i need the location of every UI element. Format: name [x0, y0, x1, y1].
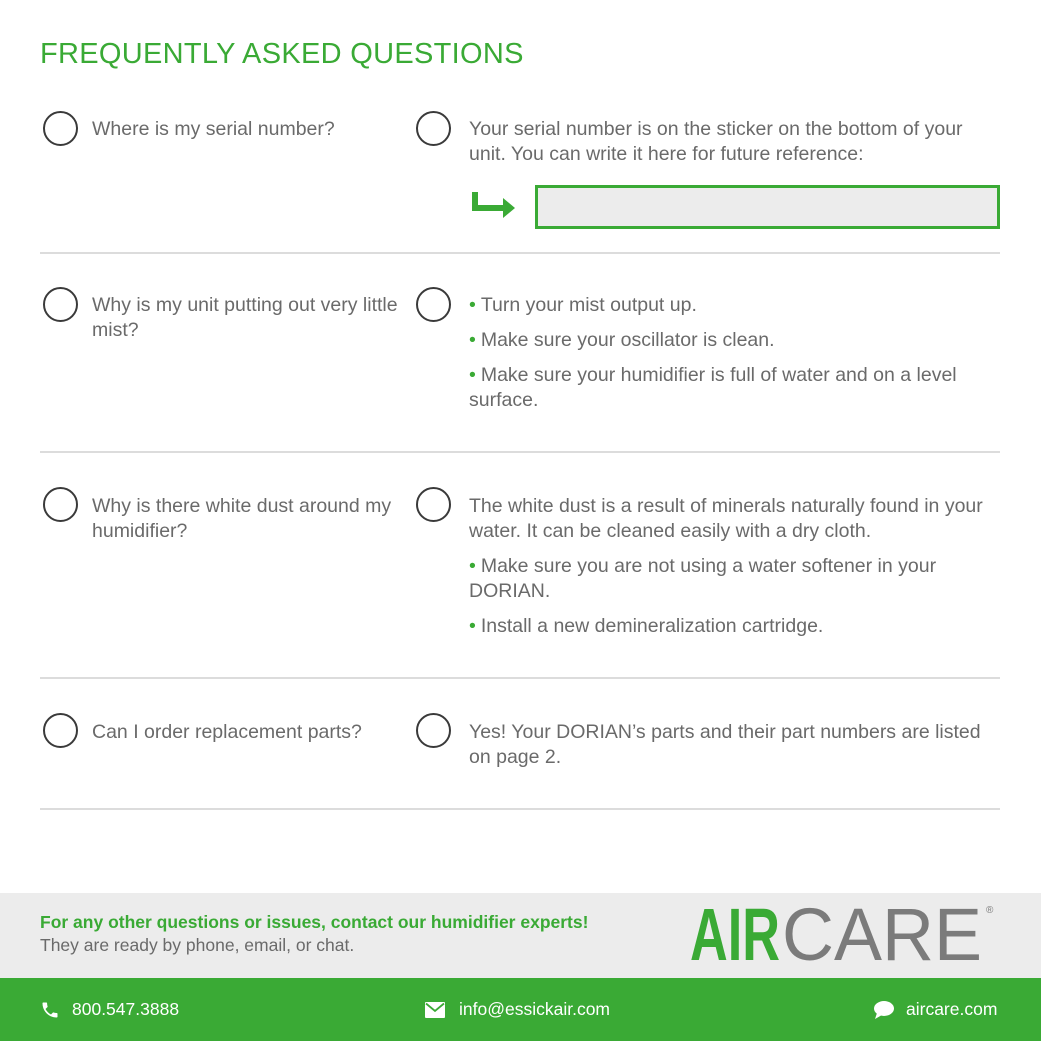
bullet-point: • [469, 294, 476, 316]
answer-text: The white dust is a result of minerals naturally found in your water. It can be cleaned easily with a dry cloth. [469, 495, 983, 542]
answer-bullet-circle [416, 111, 451, 146]
answer-block [469, 494, 994, 649]
question-bullet-circle [43, 713, 78, 748]
question-bullet-circle [43, 487, 78, 522]
bullet-point: • [469, 615, 476, 637]
footer-headline: For any other questions or issues, contact our humidifier experts! [40, 912, 589, 932]
divider [40, 677, 1000, 679]
answer-bullet-circle [416, 487, 451, 522]
aircare-logo [690, 897, 995, 967]
answer-text: Make sure you are not using a water softener in your DORIAN. [469, 555, 937, 602]
website-link[interactable] [874, 978, 997, 1041]
chat-bubble-icon [874, 1001, 894, 1019]
website-url: aircare.com [906, 999, 998, 1019]
envelope-icon [425, 1002, 445, 1018]
logo-air-text: AIR [690, 897, 780, 967]
answer-block [469, 720, 994, 780]
divider [40, 808, 1000, 810]
answer-bullet-circle [416, 713, 451, 748]
bullet-point: • [469, 364, 476, 386]
question-bullet-circle [43, 287, 78, 322]
answer-text: Yes! Your DORIAN’s parts and their part numbers are listed on page 2. [469, 721, 981, 768]
email-link[interactable] [425, 978, 610, 1041]
email-address: info@essickair.com [459, 999, 611, 1019]
answer-block [469, 293, 994, 423]
answer-text: Make sure your oscillator is clean. [480, 329, 775, 351]
answer-bullet-circle [416, 287, 451, 322]
divider [40, 451, 1000, 453]
phone-icon [40, 1000, 60, 1020]
bullet-point: • [469, 329, 476, 351]
question-text: Why is my unit putting out very little mist? [92, 294, 398, 341]
footer-contact-bar [0, 978, 1041, 1041]
arrow-right-icon [471, 192, 517, 220]
answer-text: Turn your mist output up. [480, 294, 697, 316]
bullet-point: • [469, 555, 476, 577]
question-bullet-circle [43, 111, 78, 146]
question-text: Where is my serial number? [92, 118, 335, 140]
answer-text: Make sure your humidifier is full of water and on a level surface. [469, 364, 957, 411]
question-text: Why is there white dust around my humidifier? [92, 495, 392, 542]
answer-block [469, 117, 994, 177]
logo-care-text: CARE [782, 897, 982, 967]
phone-link[interactable] [40, 978, 179, 1041]
registered-mark: ® [986, 905, 994, 916]
footer-subtext: They are ready by phone, email, or chat. [40, 935, 355, 955]
page-title: FREQUENTLY ASKED QUESTIONS [40, 38, 524, 70]
answer-text: Your serial number is on the sticker on the bottom of your unit. You can write it here for future reference: [469, 118, 963, 165]
phone-number: 800.547.3888 [72, 999, 180, 1019]
question-text: Can I order replacement parts? [92, 721, 362, 743]
serial-number-field[interactable] [535, 185, 1000, 229]
divider [40, 252, 1000, 254]
answer-text: Install a new demineralization cartridge. [480, 615, 824, 637]
